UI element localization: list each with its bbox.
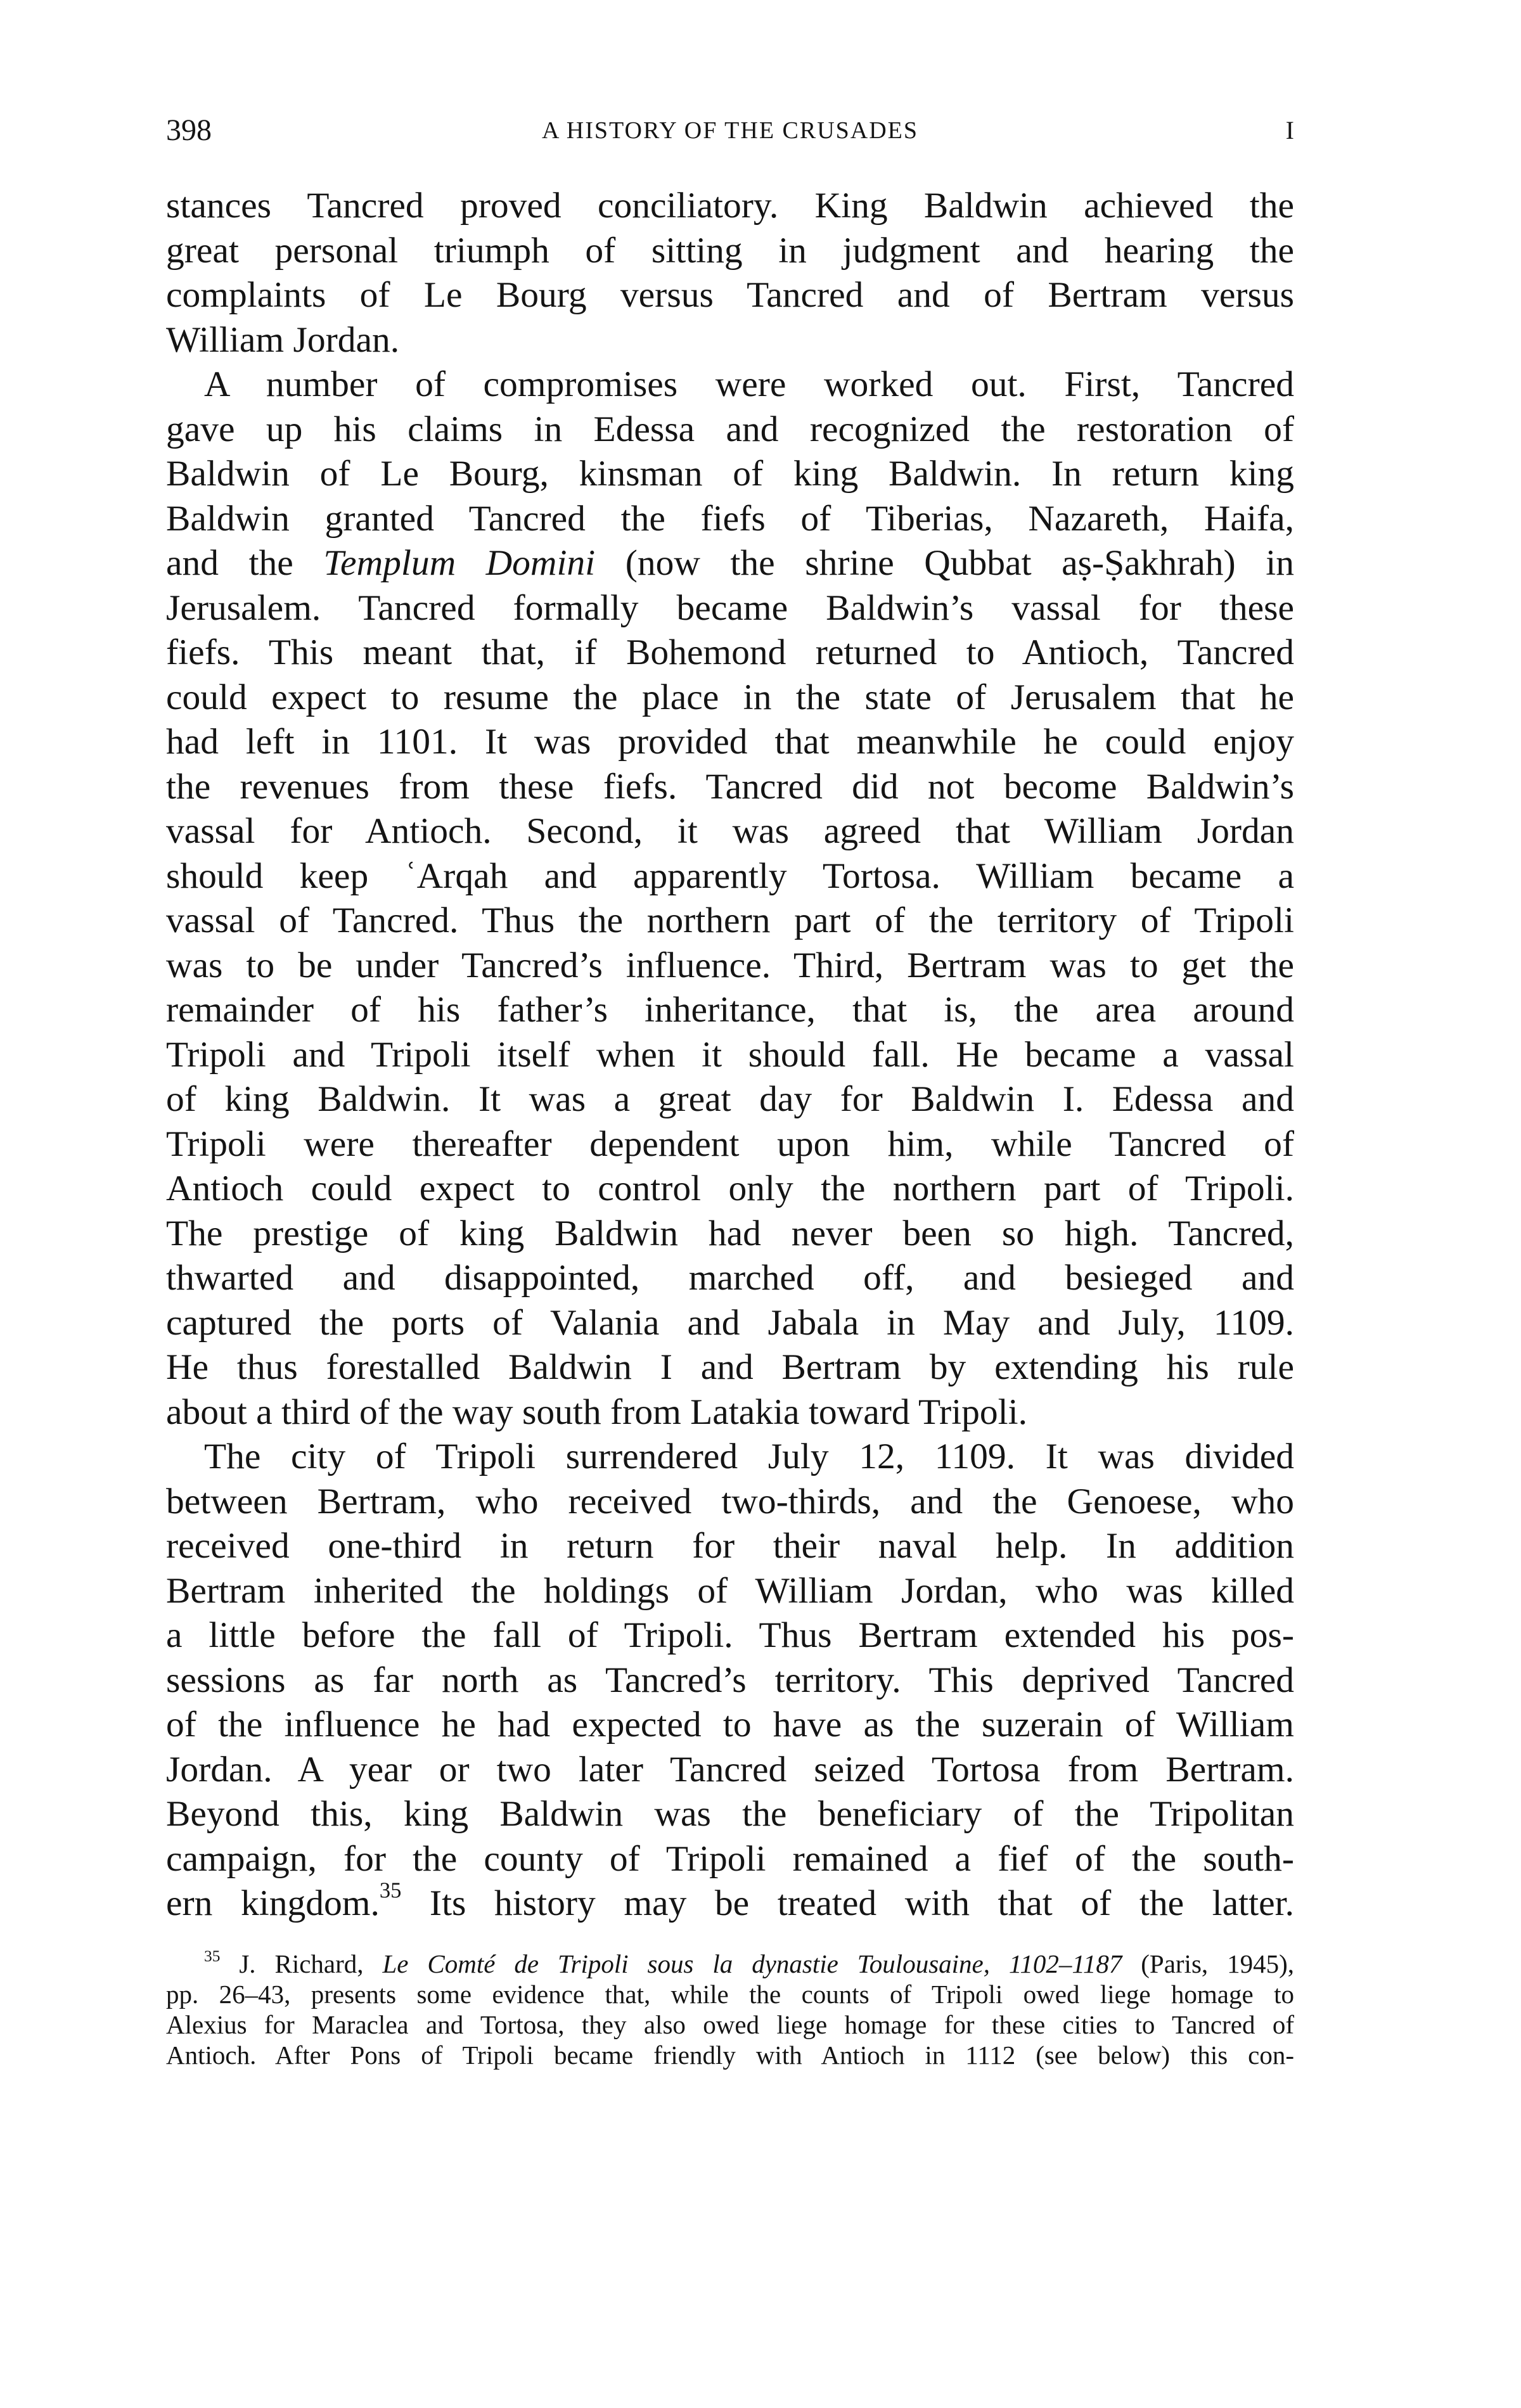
text-line: and the Templum Domini (now the shrine Qubbat aṣ-Ṣakhrah) in bbox=[166, 543, 1294, 583]
text-line: He thus forestalled Baldwin I and Bertram by extending his rule bbox=[166, 1347, 1294, 1387]
text-line: should keep ʿArqah and apparently Tortosa. William became a bbox=[166, 855, 1294, 896]
text-line: complaints of Le Bourg versus Tancred and of Bertram versus bbox=[166, 275, 1294, 315]
text-line: had left in 1101. It was provided that meanwhile he could enjoy bbox=[166, 722, 1294, 762]
text-line: campaign, for the county of Tripoli remained a fief of the south- bbox=[166, 1838, 1294, 1879]
running-head-title: A HISTORY OF THE CRUSADES bbox=[541, 117, 919, 144]
text-line: fiefs. This meant that, if Bohemond returned to Antioch, Tancred bbox=[166, 632, 1294, 672]
text-line: thwarted and disappointed, marched off, and besieged and bbox=[166, 1258, 1294, 1298]
text-line: The city of Tripoli surrendered July 12, 1109. It was divided bbox=[204, 1437, 1294, 1476]
footnote-line: $^{35}$ J. Richard, Le Comté de Tripoli sous la dynastie Toulousaine, 1102–1187 (Paris, 1945), bbox=[204, 1947, 1294, 1978]
text-line: could expect to resume the place in the state of Jerusalem that he bbox=[166, 677, 1294, 717]
text-line: vassal of Tancred. Thus the northern part of the territory of Tripoli bbox=[166, 900, 1294, 940]
footnote-line: Alexius for Maraclea and Tortosa, they also owed liege homage for these cities to Tancred of bbox=[166, 2010, 1294, 2039]
page-number: 398 bbox=[166, 113, 212, 147]
footnote-reference: 35 bbox=[379, 1878, 402, 1903]
body-text bbox=[166, 184, 1294, 1926]
text-line: Baldwin of Le Bourg, kinsman of king Baldwin. In return king bbox=[166, 454, 1294, 494]
italic-term: Templum Domini bbox=[323, 543, 596, 583]
text-line: Baldwin granted Tancred the fiefs of Tiberias, Nazareth, Haifa, bbox=[166, 498, 1294, 539]
text-line: remainder of his father’s inheritance, that is, the area around bbox=[166, 990, 1294, 1030]
running-head bbox=[166, 112, 1294, 150]
text-line: Jerusalem. Tancred formally became Baldwin’s vassal for these bbox=[166, 587, 1294, 628]
text-line: Beyond this, king Baldwin was the beneficiary of the Tripolitan bbox=[166, 1794, 1294, 1834]
text-line: Tripoli were thereafter dependent upon him, while Tancred of bbox=[166, 1124, 1294, 1164]
volume-number: I bbox=[1285, 116, 1294, 144]
text-line: the revenues from these fiefs. Tancred did not become Baldwin’s bbox=[166, 766, 1294, 807]
text-line: captured the ports of Valania and Jabala in May and July, 1109. bbox=[166, 1302, 1294, 1343]
text-line: ern kingdom.$^{35}$ Its history may be treated with that of the latter. bbox=[166, 1878, 1294, 1923]
footnote-number: 35 bbox=[204, 1947, 221, 1966]
text-line: The prestige of king Baldwin had never been so high. Tancred, bbox=[166, 1213, 1294, 1253]
text-line: great personal triumph of sitting in judgment and hearing the bbox=[166, 230, 1294, 271]
italic-title: Le Comté de Tripoli sous la dynastie Toulousaine, 1102–1187 bbox=[382, 1949, 1122, 1978]
text-line: Antioch could expect to control only the northern part of Tripoli. bbox=[166, 1169, 1294, 1208]
footnote-line: Antioch. After Pons of Tripoli became friendly with Antioch in 1112 (see below) this con- bbox=[166, 2040, 1294, 2070]
text-line: about a third of the way south from Latakia toward Tripoli. bbox=[166, 1392, 1027, 1432]
text-line: sessions as far north as Tancred’s territory. This deprived Tancred bbox=[166, 1660, 1294, 1700]
text-line: gave up his claims in Edessa and recognized the restoration of bbox=[166, 409, 1294, 449]
text-line: a little before the fall of Tripoli. Thus Bertram extended his pos- bbox=[166, 1615, 1294, 1655]
text-line: between Bertram, who received two-thirds, and the Genoese, who bbox=[166, 1481, 1294, 1521]
text-line: Bertram inherited the holdings of William Jordan, who was killed bbox=[166, 1570, 1294, 1611]
text-line: William Jordan. bbox=[166, 319, 400, 360]
text-line: of king Baldwin. It was a great day for Baldwin I. Edessa and bbox=[166, 1079, 1294, 1119]
text-line: A number of compromises were worked out. First, Tancred bbox=[204, 364, 1294, 404]
text-line: stances Tancred proved conciliatory. King Baldwin achieved the bbox=[166, 186, 1294, 226]
footnote bbox=[166, 1949, 1294, 2070]
footnote-line: pp. 26–43, presents some evidence that, while the counts of Tripoli owed liege homage to bbox=[166, 1980, 1294, 2009]
text-line: Jordan. A year or two later Tancred seized Tortosa from Bertram. bbox=[166, 1749, 1294, 1790]
text-line: Tripoli and Tripoli itself when it should fall. He became a vassal bbox=[166, 1034, 1294, 1075]
text-line: vassal for Antioch. Second, it was agreed that William Jordan bbox=[166, 811, 1294, 851]
text-line: of the influence he had expected to have as the suzerain of William bbox=[166, 1705, 1294, 1745]
text-line: was to be under Tancred’s influence. Third, Bertram was to get the bbox=[166, 945, 1294, 985]
text-line: received one-third in return for their naval help. In addition bbox=[166, 1526, 1294, 1566]
